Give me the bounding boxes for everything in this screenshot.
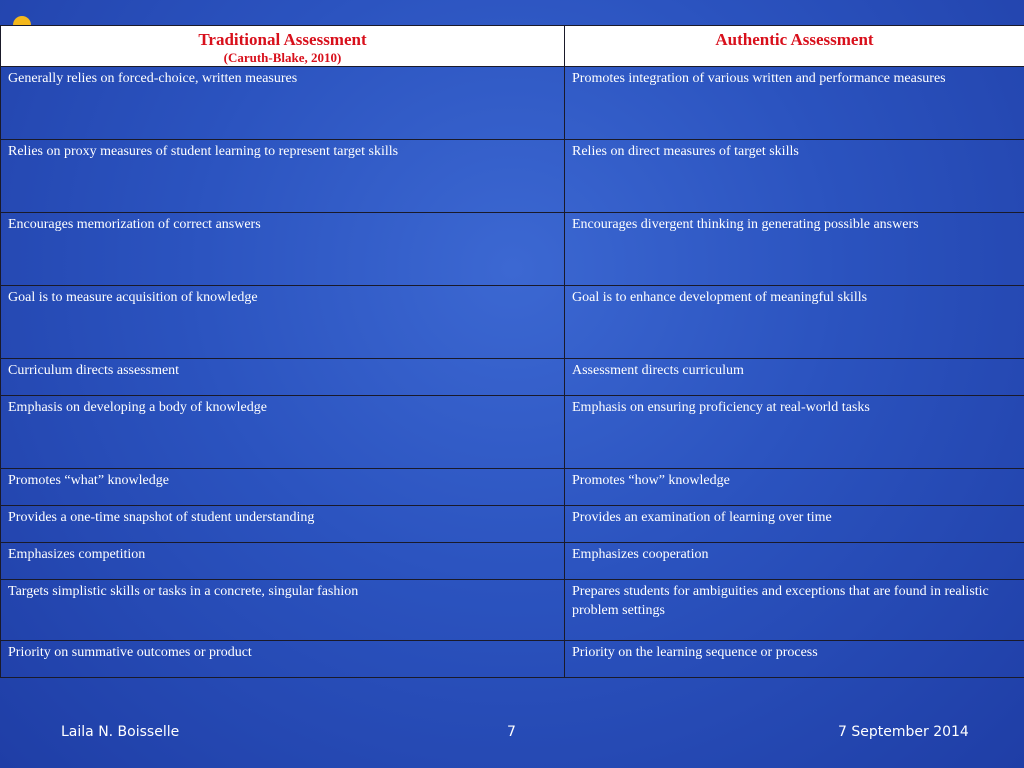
table-row	[1, 641, 1024, 678]
assessment-comparison-table	[0, 25, 1024, 678]
table-row	[1, 580, 1024, 641]
table-row	[1, 359, 1024, 396]
header-traditional-source: (Caruth-Blake, 2010)	[223, 50, 342, 65]
traditional-cell: Relies on proxy measures of student learning to represent target skills	[1, 140, 565, 213]
authentic-cell: Provides an examination of learning over time	[565, 506, 1024, 543]
header-authentic-title: Authentic Assessment	[715, 30, 874, 49]
authentic-cell: Promotes “how” knowledge	[565, 469, 1024, 506]
authentic-cell: Encourages divergent thinking in generating possible answers	[565, 213, 1024, 286]
table-header-row	[1, 26, 1024, 67]
footer-page-number: 7	[507, 724, 516, 740]
table-row	[1, 469, 1024, 506]
header-traditional	[1, 26, 565, 67]
table-row	[1, 396, 1024, 469]
traditional-cell: Encourages memorization of correct answers	[1, 213, 565, 286]
table-row	[1, 543, 1024, 580]
authentic-cell: Assessment directs curriculum	[565, 359, 1024, 396]
authentic-cell: Emphasis on ensuring proficiency at real-world tasks	[565, 396, 1024, 469]
footer-date: 7 September 2014	[838, 724, 969, 740]
table-row	[1, 286, 1024, 359]
header-traditional-title: Traditional Assessment	[198, 30, 367, 49]
traditional-cell: Goal is to measure acquisition of knowledge	[1, 286, 565, 359]
traditional-cell: Promotes “what” knowledge	[1, 469, 565, 506]
authentic-cell: Emphasizes cooperation	[565, 543, 1024, 580]
authentic-cell: Relies on direct measures of target skills	[565, 140, 1024, 213]
traditional-cell: Generally relies on forced-choice, written measures	[1, 67, 565, 140]
traditional-cell: Curriculum directs assessment	[1, 359, 565, 396]
footer-author: Laila N. Boisselle	[61, 724, 180, 740]
traditional-cell: Targets simplistic skills or tasks in a concrete, singular fashion	[1, 580, 565, 641]
traditional-cell: Priority on summative outcomes or product	[1, 641, 565, 678]
table-row	[1, 67, 1024, 140]
traditional-cell: Emphasis on developing a body of knowledge	[1, 396, 565, 469]
table-row	[1, 140, 1024, 213]
authentic-cell: Promotes integration of various written and performance measures	[565, 67, 1024, 140]
traditional-cell: Provides a one-time snapshot of student understanding	[1, 506, 565, 543]
table-row	[1, 213, 1024, 286]
authentic-cell: Goal is to enhance development of meaningful skills	[565, 286, 1024, 359]
table-row	[1, 506, 1024, 543]
header-authentic	[565, 26, 1024, 67]
authentic-cell: Priority on the learning sequence or process	[565, 641, 1024, 678]
authentic-cell: Prepares students for ambiguities and exceptions that are found in realistic problem settings	[565, 580, 1024, 641]
traditional-cell: Emphasizes competition	[1, 543, 565, 580]
